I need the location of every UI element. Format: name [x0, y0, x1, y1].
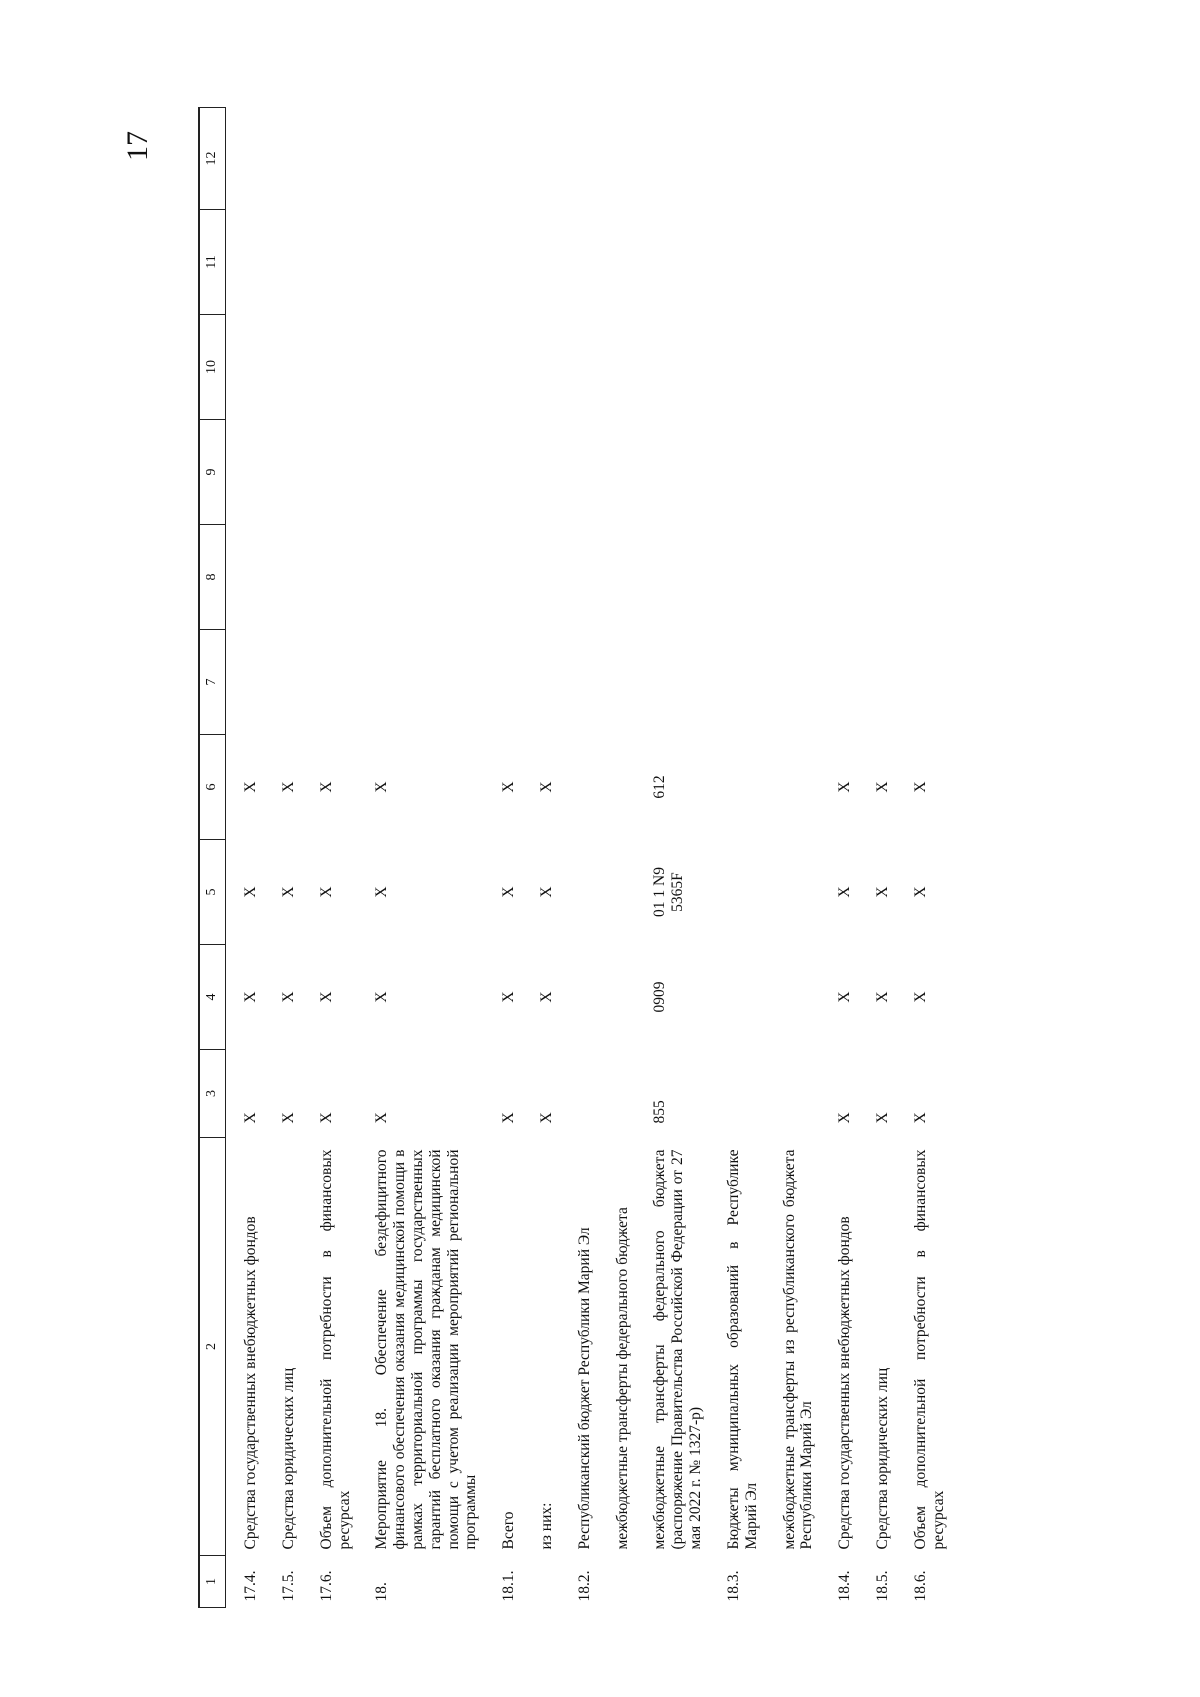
cell-col9 [765, 420, 821, 525]
table-row [858, 108, 896, 1608]
row-number: 18.2. [575, 1570, 593, 1602]
cell-col10 [226, 315, 264, 420]
cell-col12 [522, 108, 560, 210]
cell-col11 [560, 210, 598, 315]
cell-col4: X [317, 991, 335, 1003]
cell-col11 [357, 210, 484, 315]
cell-col8 [858, 525, 896, 630]
cell-col4: X [500, 991, 518, 1003]
row-name: Объем дополнительной потребности в финансовых ресурсах [317, 1149, 353, 1550]
cell-col7 [226, 630, 264, 735]
cell-col7 [357, 630, 484, 735]
cell-col10 [357, 315, 484, 420]
cell-col3: X [500, 1112, 518, 1124]
cell-col12 [357, 108, 484, 210]
row-number: 17.4. [242, 1570, 260, 1602]
cell-col10 [264, 315, 302, 420]
table-row [522, 108, 560, 1608]
cell-col4: X [242, 991, 260, 1003]
table-row [484, 108, 522, 1608]
column-header: 6 [199, 735, 226, 840]
cell-col7 [820, 630, 858, 735]
column-header: 12 [199, 108, 226, 210]
cell-col4 [560, 945, 598, 1050]
cell-col10 [560, 315, 598, 420]
cell-col3 [709, 1050, 765, 1138]
cell-col11 [302, 210, 358, 315]
cell-col8 [820, 525, 858, 630]
row-name: Мероприятие 18. Обеспечение бездефицитного финансового обеспечения оказания медицинской помощи в рамках территориальной программы государственных гарантий бесплатного оказания гражданам медицинской помощи с учетом реализации мероприятий региональной программы [373, 1149, 480, 1550]
cell-col4: X [538, 991, 556, 1003]
column-header: 1 [199, 1556, 226, 1608]
column-header: 4 [199, 945, 226, 1050]
column-header: 11 [199, 210, 226, 315]
cell-col6 [560, 735, 598, 840]
cell-col7 [896, 630, 952, 735]
table-row [302, 108, 358, 1608]
cell-col3 [765, 1050, 821, 1138]
cell-col11 [635, 210, 708, 315]
cell-col12 [302, 108, 358, 210]
cell-col6: X [836, 781, 854, 793]
row-number: 18.1. [500, 1570, 518, 1602]
cell-col5: X [242, 886, 260, 898]
cell-col8 [302, 525, 358, 630]
row-name: Всего [500, 1511, 518, 1550]
cell-col6: X [538, 781, 556, 793]
cell-col8 [598, 525, 636, 630]
cell-col11 [264, 210, 302, 315]
cell-col7 [302, 630, 358, 735]
cell-col9 [858, 420, 896, 525]
cell-col8 [765, 525, 821, 630]
cell-col4 [709, 945, 765, 1050]
cell-col7 [598, 630, 636, 735]
cell-col3: X [317, 1112, 335, 1124]
cell-col12 [226, 108, 264, 210]
cell-col10 [635, 315, 708, 420]
cell-col7 [858, 630, 896, 735]
cell-col7 [522, 630, 560, 735]
row-name: Республиканский бюджет Республики Марий Эл [575, 1227, 593, 1550]
budget-table [198, 107, 951, 1608]
row-name: межбюджетные трансферты из республиканского бюджета Республики Марий Эл [780, 1149, 816, 1550]
cell-col6: X [279, 781, 297, 793]
table-row [896, 108, 952, 1608]
cell-col9 [560, 420, 598, 525]
row-number: 18.4. [836, 1570, 854, 1602]
cell-col5: X [538, 886, 556, 898]
cell-col11 [484, 210, 522, 315]
column-header: 5 [199, 840, 226, 945]
cell-col7 [484, 630, 522, 735]
cell-col8 [560, 525, 598, 630]
row-name: межбюджетные трансферты федерального бюджета (распоряжение Правительства Российской Федерации от 27 мая 2022 г. № 1327-р) [651, 1149, 705, 1550]
cell-col7 [709, 630, 765, 735]
cell-col3: X [873, 1112, 891, 1124]
cell-col10 [896, 315, 952, 420]
cell-col4: 0909 [651, 981, 669, 1013]
cell-col9 [820, 420, 858, 525]
cell-col5: X [373, 886, 391, 898]
cell-col6 [709, 735, 765, 840]
cell-col7 [560, 630, 598, 735]
cell-col11 [820, 210, 858, 315]
cell-col3 [560, 1050, 598, 1138]
cell-col6: X [500, 781, 518, 793]
cell-col6: X [242, 781, 260, 793]
cell-col7 [635, 630, 708, 735]
cell-col11 [709, 210, 765, 315]
table-row [357, 108, 484, 1608]
cell-col12 [896, 108, 952, 210]
row-name: Средства юридических лиц [873, 1367, 891, 1550]
cell-col4: X [836, 991, 854, 1003]
cell-col3: X [242, 1112, 260, 1124]
cell-col9 [302, 420, 358, 525]
cell-col6 [598, 735, 636, 840]
page-number: 17 [121, 131, 154, 161]
cell-col5: X [317, 886, 335, 898]
cell-col10 [709, 315, 765, 420]
cell-col5: X [279, 886, 297, 898]
cell-col6: X [373, 781, 391, 793]
cell-col8 [522, 525, 560, 630]
cell-col8 [357, 525, 484, 630]
cell-col6: X [911, 781, 929, 793]
cell-col7 [765, 630, 821, 735]
cell-col4: X [911, 991, 929, 1003]
row-number: 17.6. [317, 1570, 335, 1602]
cell-col9 [522, 420, 560, 525]
cell-col9 [264, 420, 302, 525]
cell-col3: X [911, 1112, 929, 1124]
cell-col4 [765, 945, 821, 1050]
cell-col6: X [317, 781, 335, 793]
cell-col6: 612 [651, 775, 669, 799]
cell-col4: X [279, 991, 297, 1003]
row-number: 18.3. [724, 1570, 742, 1602]
cell-col8 [709, 525, 765, 630]
cell-col3: 855 [651, 1100, 669, 1124]
cell-col11 [765, 210, 821, 315]
cell-col11 [522, 210, 560, 315]
cell-col3: X [538, 1112, 556, 1124]
cell-col4: X [373, 991, 391, 1003]
column-header: 9 [199, 420, 226, 525]
cell-col5 [709, 840, 765, 945]
table-row [598, 108, 636, 1608]
row-name: Средства государственных внебюджетных фондов [836, 1216, 854, 1550]
cell-col3: X [373, 1112, 391, 1124]
cell-col6 [765, 735, 821, 840]
cell-col3 [598, 1050, 636, 1138]
table-row [635, 108, 708, 1608]
row-name: Средства юридических лиц [279, 1367, 297, 1550]
cell-col7 [264, 630, 302, 735]
cell-col11 [226, 210, 264, 315]
cell-col10 [765, 315, 821, 420]
cell-col8 [226, 525, 264, 630]
row-number [598, 1556, 636, 1608]
row-name: из них: [538, 1502, 556, 1550]
cell-col9 [357, 420, 484, 525]
cell-col11 [896, 210, 952, 315]
cell-col4: X [873, 991, 891, 1003]
cell-col12 [709, 108, 765, 210]
cell-col8 [484, 525, 522, 630]
cell-col10 [522, 315, 560, 420]
cell-col5 [598, 840, 636, 945]
column-header: 7 [199, 630, 226, 735]
cell-col12 [598, 108, 636, 210]
cell-col3: X [279, 1112, 297, 1124]
row-name: Объем дополнительной потребности в финансовых ресурсах [911, 1149, 947, 1550]
cell-col10 [598, 315, 636, 420]
cell-col6: X [873, 781, 891, 793]
cell-col5 [560, 840, 598, 945]
cell-col11 [858, 210, 896, 315]
cell-col10 [302, 315, 358, 420]
table-row [560, 108, 598, 1608]
cell-col5: X [911, 886, 929, 898]
cell-col4 [598, 945, 636, 1050]
cell-col5: X [873, 886, 891, 898]
row-number: 18.6. [911, 1570, 929, 1602]
cell-col12 [560, 108, 598, 210]
cell-col5: 01 1 N9 5365F [651, 867, 687, 917]
table-header-row [199, 108, 226, 1608]
cell-col12 [820, 108, 858, 210]
cell-col12 [765, 108, 821, 210]
cell-col12 [858, 108, 896, 210]
cell-col10 [484, 315, 522, 420]
column-header: 10 [199, 315, 226, 420]
row-name: Средства государственных внебюджетных фондов [242, 1216, 260, 1550]
cell-col9 [226, 420, 264, 525]
cell-col8 [264, 525, 302, 630]
row-number: 18.5. [873, 1570, 891, 1602]
cell-col5 [765, 840, 821, 945]
cell-col12 [635, 108, 708, 210]
row-number [522, 1556, 560, 1608]
cell-col10 [820, 315, 858, 420]
cell-col8 [896, 525, 952, 630]
cell-col9 [598, 420, 636, 525]
cell-col9 [635, 420, 708, 525]
row-number: 17.5. [279, 1570, 297, 1602]
cell-col3: X [836, 1112, 854, 1124]
row-name: Бюджеты муниципальных образований в Республике Марий Эл [724, 1149, 760, 1550]
column-header: 8 [199, 525, 226, 630]
cell-col12 [484, 108, 522, 210]
cell-col5: X [500, 886, 518, 898]
column-header: 3 [199, 1050, 226, 1138]
cell-col12 [264, 108, 302, 210]
cell-col9 [709, 420, 765, 525]
cell-col9 [896, 420, 952, 525]
table-row [264, 108, 302, 1608]
cell-col10 [858, 315, 896, 420]
table-row [765, 108, 821, 1608]
column-header: 2 [199, 1138, 226, 1556]
cell-col9 [484, 420, 522, 525]
row-name: межбюджетные трансферты федерального бюджета [613, 1207, 631, 1550]
cell-col8 [635, 525, 708, 630]
cell-col11 [598, 210, 636, 315]
row-number [635, 1556, 708, 1608]
cell-col5: X [836, 886, 854, 898]
rotated-table-sheet [198, 108, 1018, 1608]
row-number [765, 1556, 821, 1608]
row-number: 18. [373, 1582, 391, 1602]
table-row [226, 108, 264, 1608]
table-row [820, 108, 858, 1608]
table-row [709, 108, 765, 1608]
